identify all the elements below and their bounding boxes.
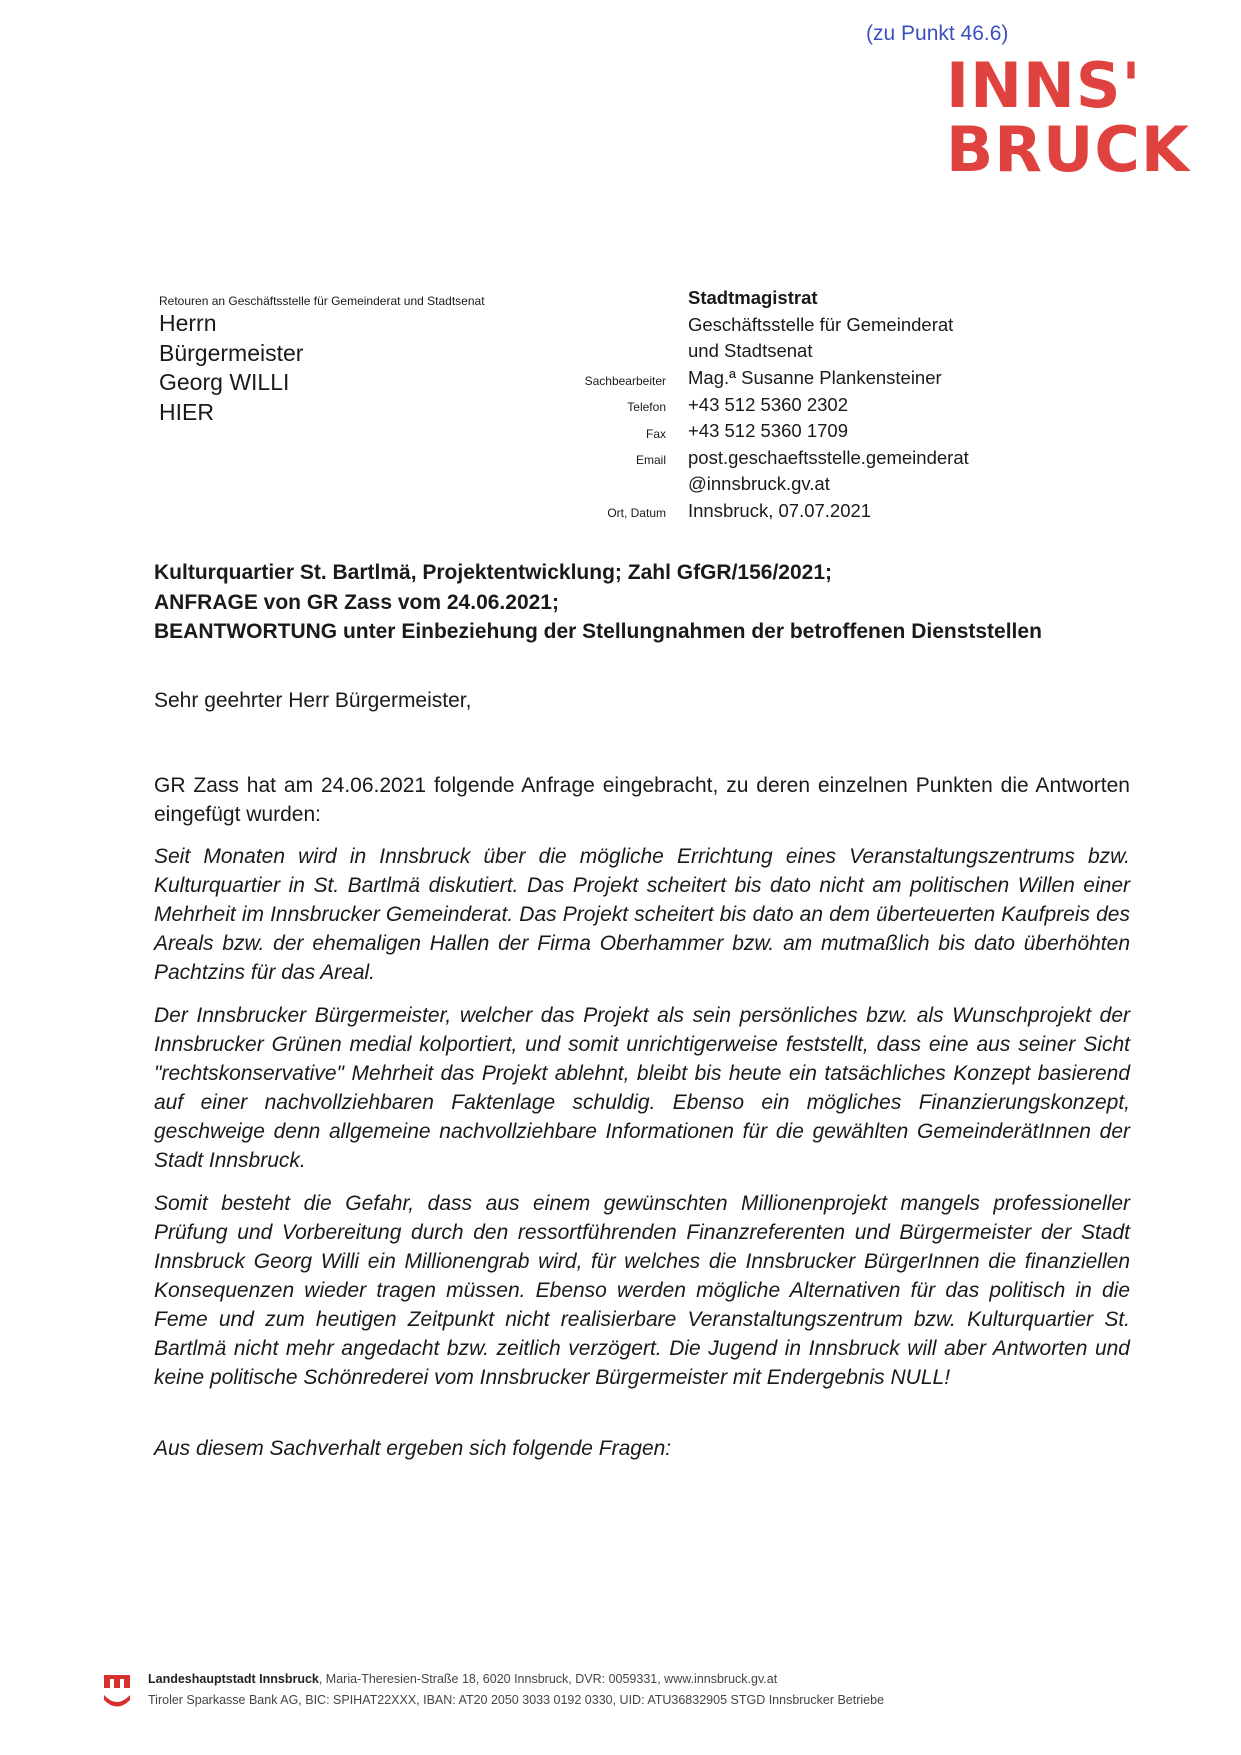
- quoted-paragraph-3: Somit besteht die Gefahr, dass aus einem gewünschten Millionenprojekt mangels professioneller Prüfung und Vorbereitung durch den ressortführenden Finanzreferenten und Bürgermeister der Stadt Innsbruck Georg Willi ein Millionengrab wird, für welches die Innsbrucker BürgerInnen die finanziellen Konsequenzen wieder tragen müssen. Ebenso werden mögliche Alternativen für das politisch in die Feme und zum heutigen Zeitpunkt nicht realisierbare Veranstaltungszentrum bzw. Kulturquartier St. Bartlmä nicht mehr angedacht bzw. zeitlich verzögert. Die Jugend in Innsbruck will aber Antworten und keine politische Schönrederei vom Innsbrucker Bürgermeister mit Endergebnis NULL!: [154, 1192, 1130, 1389]
- recipient-line-3: Georg WILLI: [159, 369, 290, 395]
- quoted-paragraph-1: Seit Monaten wird in Innsbruck über die mögliche Errichtung eines Veranstaltungszentrums bzw. Kulturquartier in St. Bartlmä diskutiert. Das Projekt scheitert bis dato nicht am politischen Willen einer Mehrheit im Innsbrucker Gemeinderat. Das Projekt scheitert bis dato an dem überteuerten Kaufpreis des Areals bzw. der ehemaligen Hallen der Firma Oberhammer bzw. am mutmaßlich bis dato überhöhten Pachtzins für das Areal.: [154, 845, 1130, 984]
- footer-address-line: [148, 1672, 777, 1686]
- fax-label: Fax: [645, 427, 666, 441]
- recipient-line-1: Herrn: [159, 310, 217, 336]
- subject-line-3: BEANTWORTUNG unter Einbeziehung der Stellungnahmen der betroffenen Dienststellen: [154, 620, 1042, 643]
- footer-city-name: Landeshauptstadt Innsbruck: [148, 1672, 319, 1686]
- subject-line-2: ANFRAGE von GR Zass vom 24.06.2021;: [154, 590, 559, 614]
- fax-number: +43 512 5360 1709: [688, 420, 848, 441]
- sender-office-line-1: Geschäftsstelle für Gemeinderat: [688, 314, 954, 335]
- phone-number: +43 512 5360 2302: [688, 394, 848, 415]
- phone-label: Telefon: [627, 400, 666, 414]
- email-label: Email: [635, 453, 666, 467]
- quoted-paragraph-2: Der Innsbrucker Bürgermeister, welcher das Projekt als sein persönliches bzw. als Wunschprojekt der Innsbrucker Grünen medial kolportiert, und somit unrichtigerweise feststellt, dass eine aus seiner Sicht "rechtskonservative" Mehrheit das Projekt ablehnt, bleibt bis heute ein tatsächliches Konzept basierend auf einer nachvollziehbaren Faktenlage schuldig. Ebenso ein mögliches Finanzierungskonzept, geschweige denn allgemeine nachvollziehbare Informationen für die gewählten GemeinderätInnen der Stadt Innsbruck.: [154, 1004, 1130, 1172]
- reference-note: (zu Punkt 46.6): [866, 22, 1009, 45]
- email-line-2: @innsbruck.gv.at: [688, 473, 830, 494]
- sender-office-line-2: und Stadtsenat: [688, 340, 813, 361]
- logo-line-2: BRUCK: [946, 113, 1190, 186]
- email-line-1: post.geschaeftsstelle.gemeinderat: [688, 447, 969, 468]
- place-date-label: Ort, Datum: [607, 506, 666, 520]
- place-date: Innsbruck, 07.07.2021: [688, 500, 872, 521]
- footer-bank-line: Tiroler Sparkasse Bank AG, BIC: SPIHAT22XXX, IBAN: AT20 2050 3033 0192 0330, UID: ATU36832905 STGD Innsbrucker Betriebe: [148, 1693, 885, 1707]
- logo-line-1: INNS': [946, 49, 1142, 122]
- sender-department: Stadtmagistrat: [688, 287, 818, 308]
- subject-block: [154, 558, 1042, 647]
- footer-address-details: , Maria-Theresien-Straße 18, 6020 Innsbruck, DVR: 0059331, www.innsbruck.gv.at: [318, 1672, 778, 1686]
- clerk-label: Sachbearbeiter: [584, 374, 666, 388]
- recipient-address: [159, 309, 303, 427]
- city-emblem-icon: [102, 1673, 132, 1711]
- quoted-paragraph-4: Aus diesem Sachverhalt ergeben sich folgende Fragen:: [154, 1437, 672, 1460]
- intro-paragraph: GR Zass hat am 24.06.2021 folgende Anfrage eingebracht, zu deren einzelnen Punkten die Antworten eingefügt wurden:: [154, 774, 1130, 826]
- clerk-name: Mag.ª Susanne Plankensteiner: [688, 367, 942, 388]
- recipient-line-2: Bürgermeister: [159, 339, 304, 366]
- innsbruck-logo: [946, 49, 1190, 186]
- recipient-line-4: HIER: [159, 398, 214, 425]
- salutation: Sehr geehrter Herr Bürgermeister,: [154, 689, 472, 712]
- subject-line-1: Kulturquartier St. Bartlmä, Projektentwicklung; Zahl GfGR/156/2021;: [154, 561, 832, 584]
- return-address-line: Retouren an Geschäftsstelle für Gemeinderat und Stadtsenat: [159, 294, 485, 308]
